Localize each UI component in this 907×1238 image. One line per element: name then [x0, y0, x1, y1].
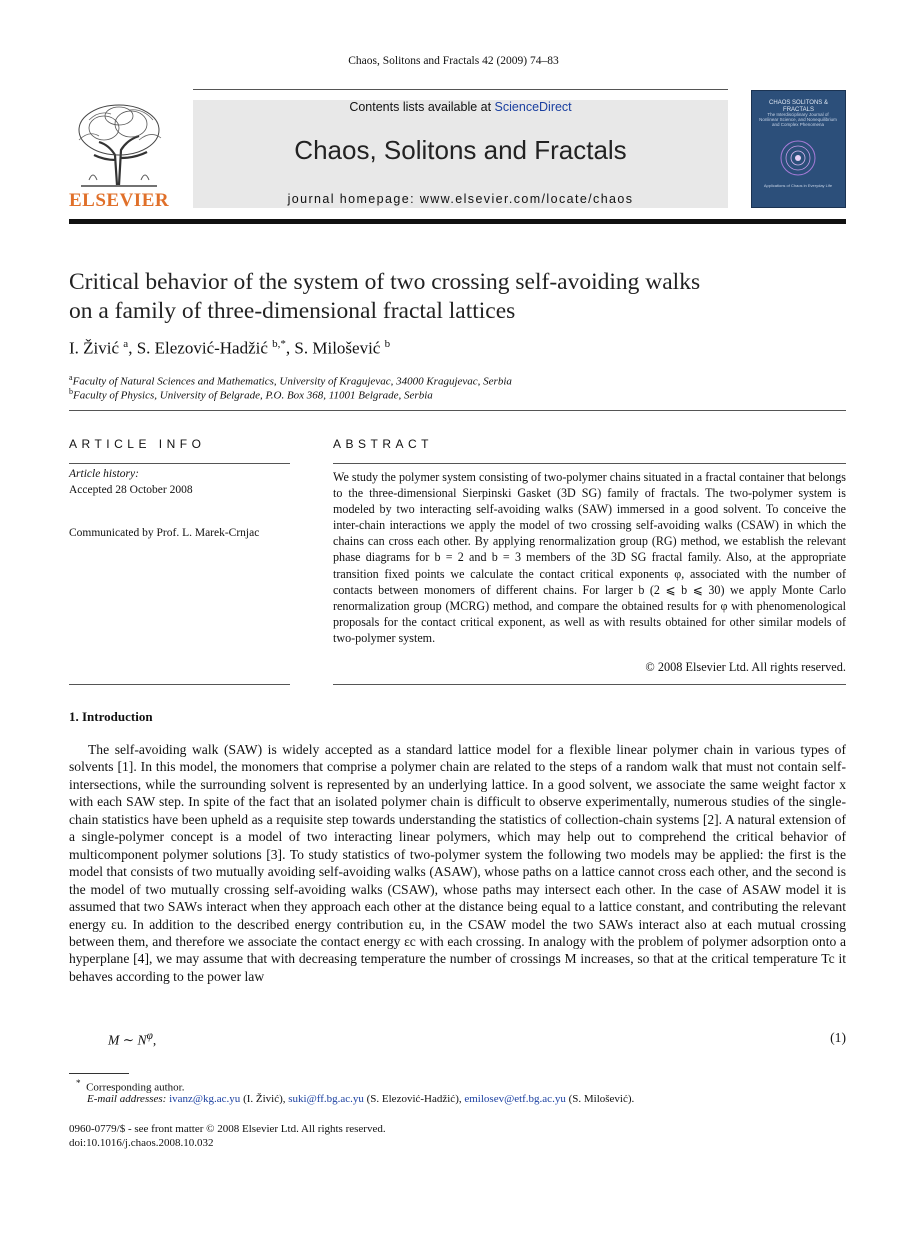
sciencedirect-link[interactable]: ScienceDirect — [494, 100, 572, 114]
affiliation-b-text: Faculty of Physics, University of Belgrade, P.O. Box 368, 11001 Belgrade, Serbia — [73, 389, 433, 402]
affiliation-b-mark: b — [69, 387, 73, 396]
affiliation-a — [69, 373, 512, 388]
author-2-affil[interactable]: b,* — [272, 338, 286, 350]
communicated-by: Communicated by Prof. L. Marek-Crnjac — [69, 527, 260, 539]
contents-prefix: Contents lists available at — [349, 100, 495, 114]
equation-exponent: φ — [146, 1030, 153, 1042]
corresponding-mark: * — [76, 1078, 81, 1088]
running-head: Chaos, Solitons and Fractals 42 (2009) 74–83 — [348, 55, 559, 67]
email-label: E-mail addresses: — [87, 1093, 167, 1105]
journal-name: Chaos, Solitons and Fractals — [294, 135, 627, 165]
cover-fractal-icon — [778, 138, 818, 178]
abstract-heading: ABSTRACT — [333, 437, 434, 451]
footnote-rule — [69, 1073, 129, 1074]
author-1: I. Živić — [69, 338, 120, 358]
author-3: S. Milošević — [294, 338, 381, 358]
cover-subtitle: The Interdisciplinary Journal of Nonlinear Science, and Nonequilibrium and Complex Phenomena — [759, 112, 837, 127]
email-owner-1: (I. Živić), — [243, 1093, 286, 1105]
abstract-rule — [333, 463, 846, 464]
contents-line — [193, 100, 728, 114]
author-2: S. Elezović-Hadžić — [136, 338, 268, 358]
author-3-affil[interactable]: b — [384, 338, 391, 350]
masthead-top-rule — [193, 89, 728, 90]
article-info-rule — [69, 463, 290, 464]
title-line-2: on a family of three-dimensional fractal lattices — [69, 298, 516, 324]
doi-line[interactable]: doi:10.1016/j.chaos.2008.10.032 — [69, 1137, 214, 1149]
equation-tail: , — [152, 1032, 157, 1048]
cover-footer: Applications of Chaos in Everyday Life — [763, 183, 833, 188]
affiliation-a-mark: a — [69, 373, 73, 382]
cover-title: CHAOS SOLITONS & FRACTALS — [769, 100, 828, 113]
introduction-paragraph: The self-avoiding walk (SAW) is widely accepted as a standard lattice model for a flexible linear polymer chain in various types of solvents [1]. In this model, the monomers that comprise a polymer chain are related to the steps of a random walk that must not contain self-intersections, while the surrounding solvent is represented by an underlying lattice. In a good solvent, we associate the same weight factor x with each SAW step. In spite of the fact that an isolated polymer chain is difficult to observe experimentally, numerous studies of the single-chain statistics have been upheld as a requisite step towards understanding the statistics of collection-chain systems [2]. A natural extension of a single-polymer concept is a model of two interacting linear polymers, which may help out to comprehend the critical behavior of multicomponent polymer solutions [3]. To study statistics of two-polymer system the following two models may be applied: the first is the model that consists of two mutually avoiding self-avoiding walks (ASAW), whose paths on a lattice cannot cross each other, and the second is the model of two mutually crossing self-avoiding walks (CSAW), whose paths may intersect each other. In the case of ASAW model it is assumed that two SAWs interact when they approach each other at the distance being equal to a lattice constant, and contributing the relevant energy εu. In addition to the described energy contribution εu, in the CSAW model the two SAWs interact also at each mutual crossing between them, and therefore we associate the contact energy εc with each crossing. In analogy with the problem of polymer adsorption onto a hyperplane [4], we may assume that with decreasing temperature the number of crossings M increases, so that at the critical temperature Tc it behaves according to the power law — [69, 742, 846, 984]
section-heading-introduction: 1. Introduction — [69, 709, 153, 724]
title-line-1: Critical behavior of the system of two crossing self-avoiding walks — [69, 269, 701, 295]
article-title — [69, 268, 846, 326]
affiliation-a-text: Faculty of Natural Sciences and Mathematics, University of Kragujevac, 34000 Kragujevac, Serbia — [72, 375, 512, 388]
corresponding-text: Corresponding author. — [86, 1081, 185, 1094]
journal-homepage[interactable]: journal homepage: www.elsevier.com/locate/chaos — [287, 192, 634, 206]
equation-number: (1) — [830, 1030, 846, 1045]
abstract-copyright: © 2008 Elsevier Ltd. All rights reserved. — [645, 660, 846, 674]
author-list: I. Živić $^a$, S. Elezović-Hadžić $^{b,*}$, S. Milošević $^b$ — [69, 338, 391, 358]
footnote-emails — [87, 1093, 634, 1105]
accepted-date: Accepted 28 October 2008 — [69, 484, 193, 496]
affiliation-b — [69, 387, 433, 402]
elsevier-wordmark: ELSEVIER — [69, 190, 170, 211]
equation-body: M ∼ N — [108, 1032, 147, 1048]
equation-1 — [108, 1030, 156, 1049]
email-link-2[interactable]: suki@ff.bg.ac.yu — [288, 1093, 364, 1105]
email-owner-3: (S. Milošević). — [568, 1093, 635, 1105]
abstract-text: We study the polymer system consisting of two-polymer chains situated in a fractal container that belongs to the three-dimensional Sierpinski Gasket (3D SG) family of fractals. The two-polymer system is modeled by two interacting self-avoiding walks (SAW) immersed in a good solvent. To conceive the inter-chain interactions we apply the model of two crossing self-avoiding walks (CSAW) in which the chains can cross each other. By applying renormalization group (RG) method, we establish the relevant phase diagrams for b = 2 and b = 3 members of the 3D SG fractal family. Also, at the appropriate transition fixed points we calculate the contact critical exponents φ, associated with the number of contacts between monomers of different chains. For larger b (2 ⩽ b ⩽ 30) we apply Monte Carlo renormalization group (MCRG) method, and compare the obtained results for φ with phenomenological proposals for the contact critical exponent, as well as with results obtained for other similar models of two-polymer system. — [333, 470, 846, 645]
footnote-corresponding — [76, 1078, 184, 1094]
email-link-3[interactable]: emilosev@etf.bg.ac.yu — [464, 1093, 566, 1105]
affiliation-rule — [69, 410, 846, 411]
email-link-1[interactable]: ivanz@kg.ac.yu — [169, 1093, 241, 1105]
article-info-heading: ARTICLE INFO — [69, 437, 206, 451]
article-info-bottom-rule — [69, 684, 290, 685]
masthead-thick-rule — [69, 219, 846, 224]
abstract-bottom-rule — [333, 684, 846, 685]
email-owner-2: (S. Elezović-Hadžić), — [366, 1093, 462, 1105]
introduction-body — [69, 741, 846, 985]
author-1-affil[interactable]: a — [123, 338, 129, 350]
issn-line: 0960-0779/$ - see front matter © 2008 Elsevier Ltd. All rights reserved. — [69, 1123, 386, 1135]
article-history-label: Article history: — [69, 468, 139, 480]
